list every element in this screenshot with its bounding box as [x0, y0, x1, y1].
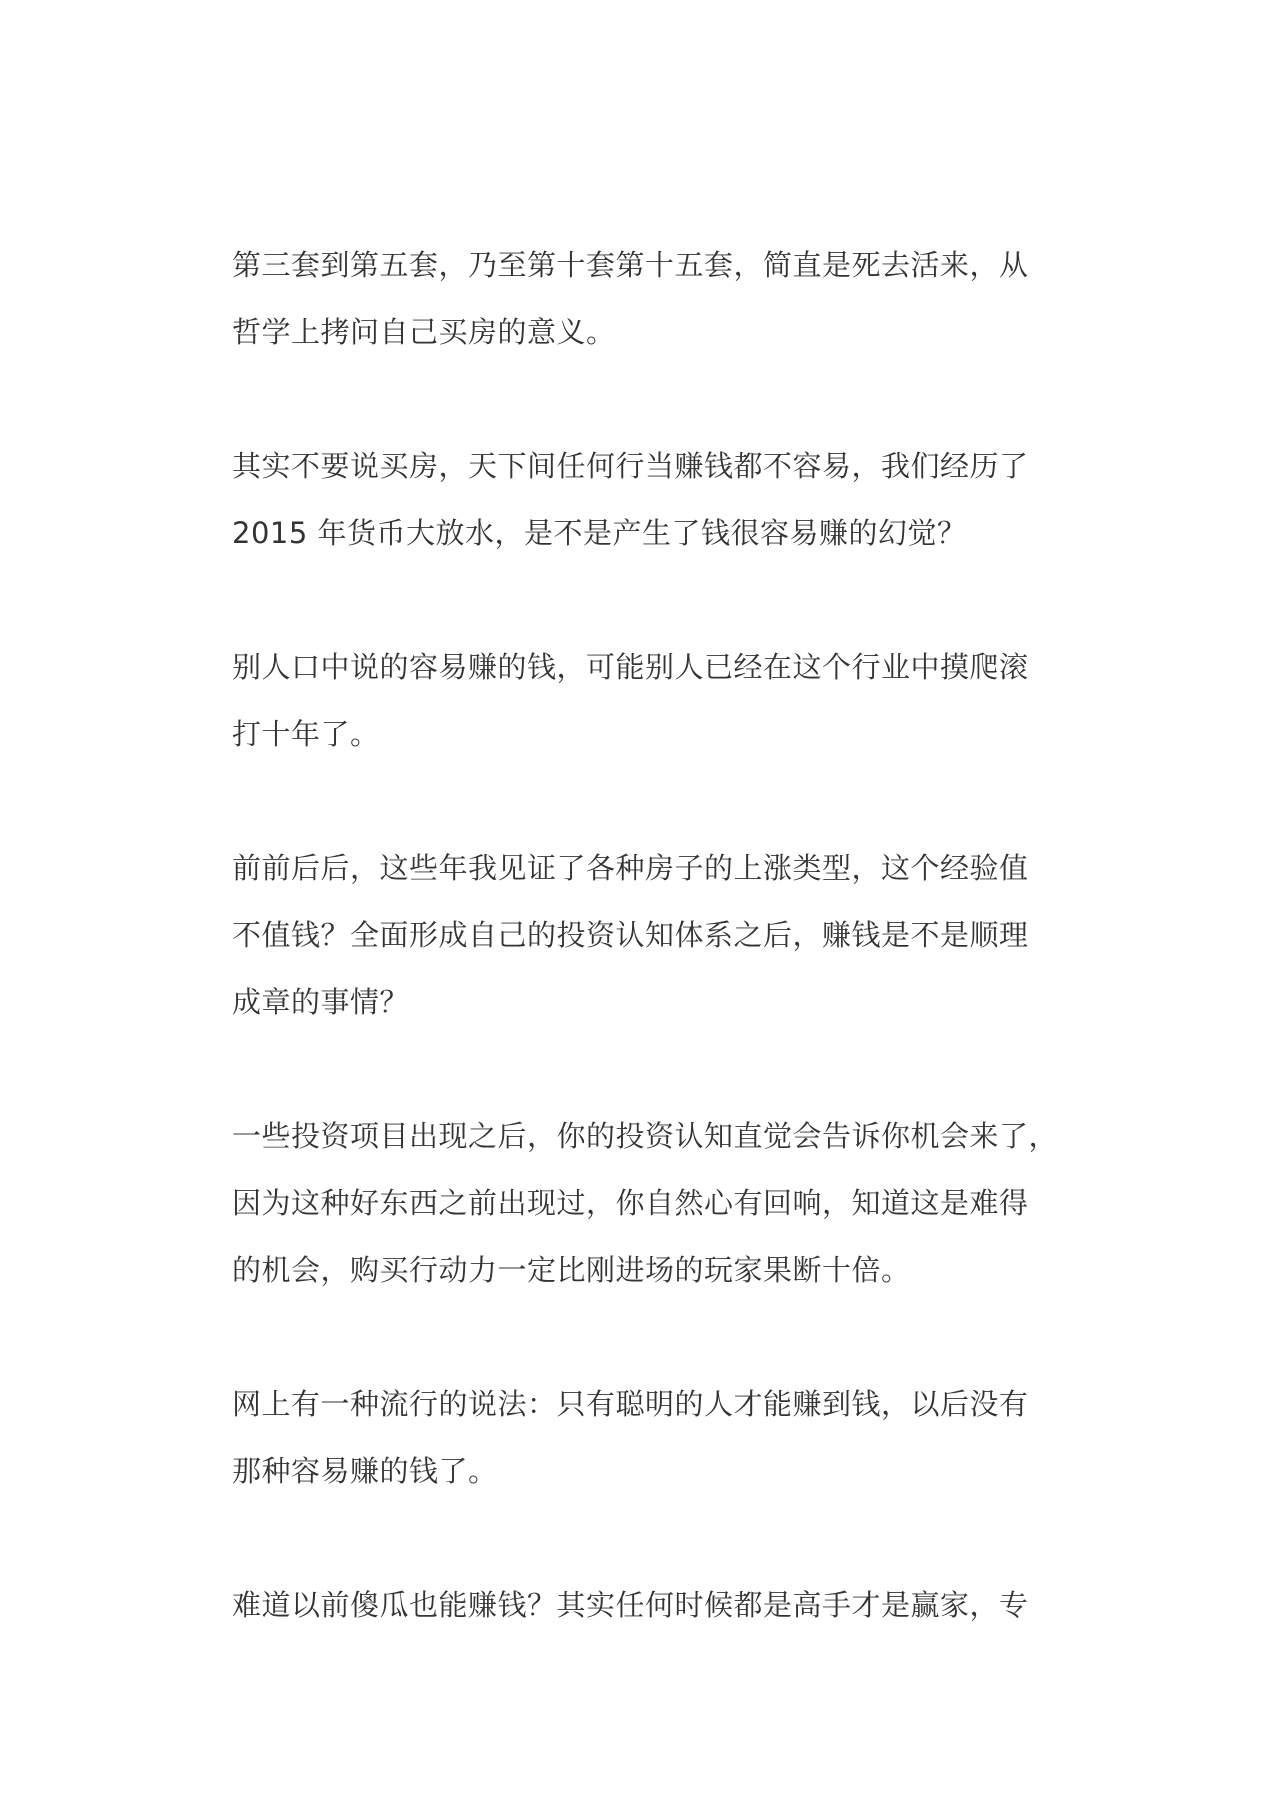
text-line: 别人口中说的容易赚的钱，可能别人已经在这个行业中摸爬滚	[232, 650, 1029, 684]
paragraph	[232, 232, 1047, 366]
text-line: 其实不要说买房，天下间任何行当赚钱都不容易，我们经历了	[232, 449, 1029, 483]
text-line: 哲学上拷问自己买房的意义。	[232, 315, 616, 349]
paragraph	[232, 433, 1047, 567]
article-body	[232, 232, 1059, 1706]
text-line: 网上有一种流行的说法：只有聪明的人才能赚到钱，以后没有	[232, 1387, 1029, 1421]
paragraph	[232, 1103, 1059, 1304]
text-line: 那种容易赚的钱了。	[232, 1454, 498, 1488]
text-line: 的机会，购买行动力一定比刚进场的玩家果断十倍。	[232, 1253, 911, 1287]
text-line: 第三套到第五套，乃至第十套第十五套，简直是死去活来，从	[232, 248, 1029, 282]
text-line: 2015 年货币大放水，是不是产生了钱很容易赚的幻觉？	[232, 516, 967, 550]
paragraph	[232, 835, 1047, 1036]
text-line: 一些投资项目出现之后，你的投资认知直觉会告诉你机会来了，	[232, 1119, 1059, 1153]
text-line: 成章的事情？	[232, 985, 410, 1019]
text-line: 因为这种好东西之前出现过，你自然心有回响，知道这是难得	[232, 1186, 1029, 1220]
paragraph	[232, 1572, 1047, 1639]
paragraph	[232, 634, 1047, 768]
text-line: 不值钱？全面形成自己的投资认知体系之后，赚钱是不是顺理	[232, 918, 1029, 952]
text-line: 前前后后，这些年我见证了各种房子的上涨类型，这个经验值	[232, 851, 1029, 885]
paragraph	[232, 1371, 1047, 1505]
text-line: 打十年了。	[232, 717, 380, 751]
text-line: 难道以前傻瓜也能赚钱？其实任何时候都是高手才是赢家，专	[232, 1588, 1029, 1622]
